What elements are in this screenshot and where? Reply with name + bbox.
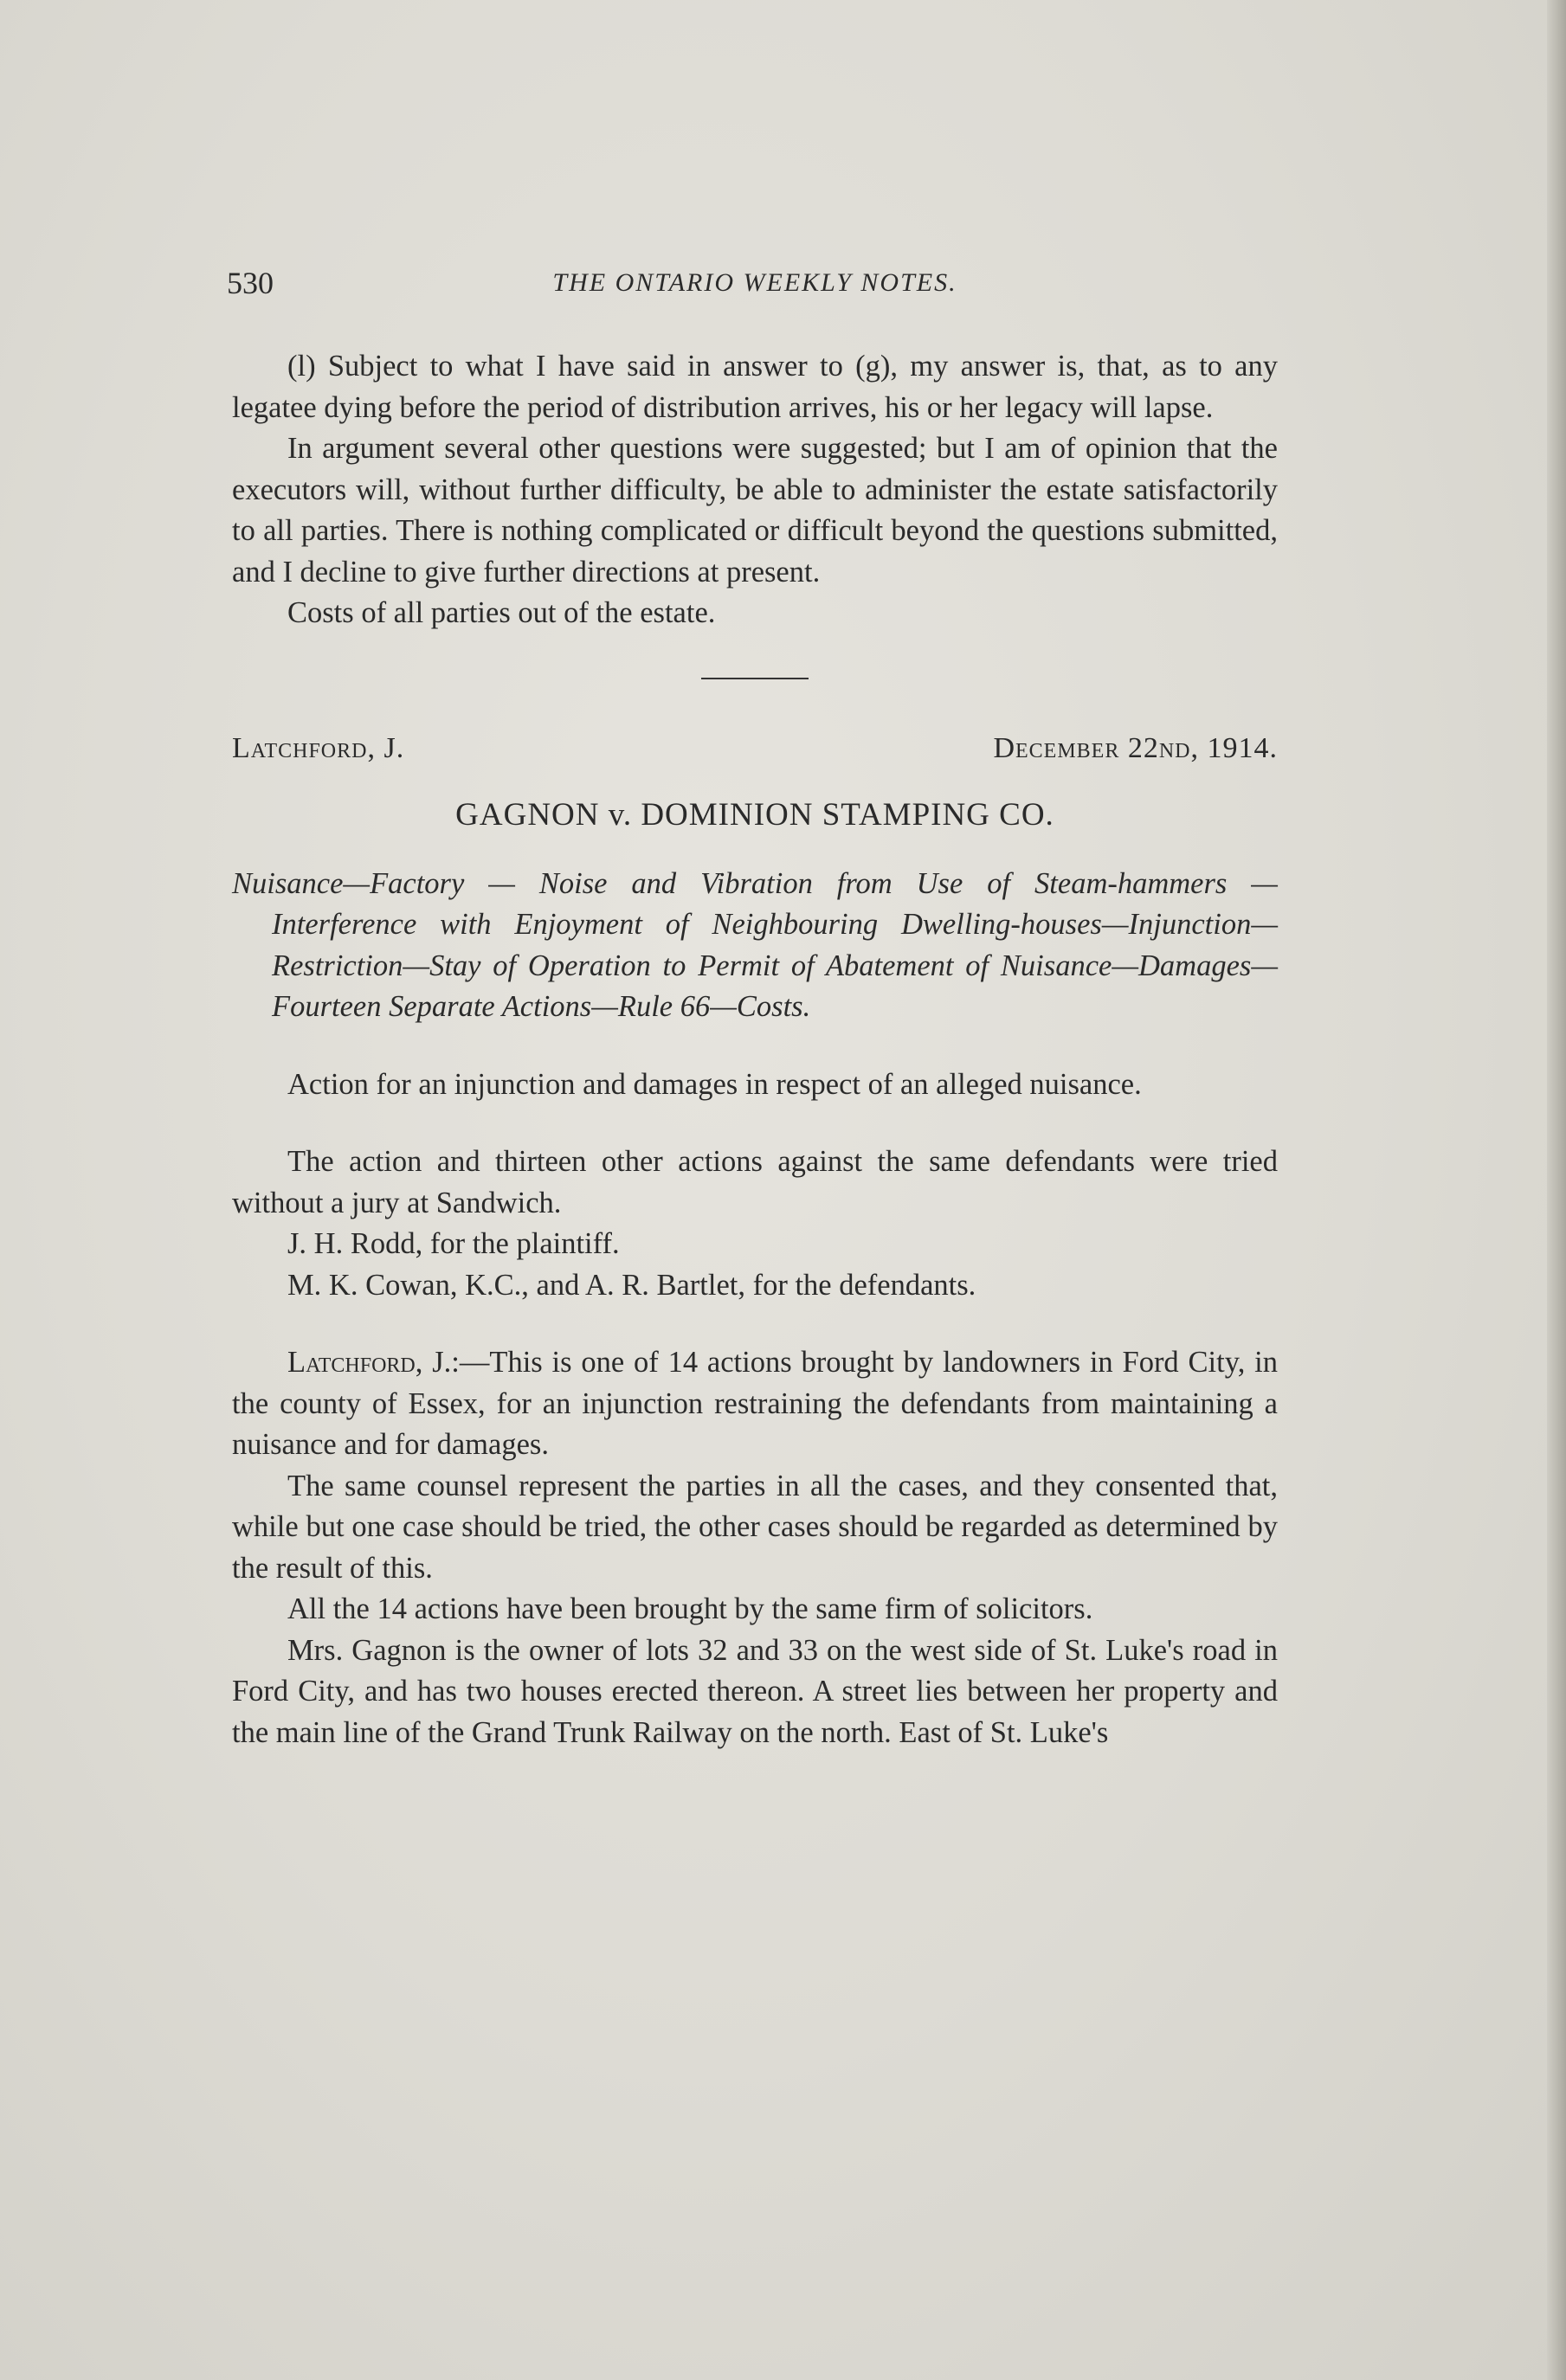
case-title: GAGNON v. DOMINION STAMPING CO. bbox=[455, 797, 1054, 833]
judgment-speaker: Latchford, J. bbox=[287, 1346, 452, 1379]
decision-date: December 22nd, 1914. bbox=[993, 731, 1278, 764]
judge-date-line bbox=[232, 728, 1278, 769]
judgment-paragraph: The same counsel represent the parties in all the cases, and they consented that, while but one case should be tried, the other cases should be regarded as determined by the result of this. bbox=[232, 1469, 1278, 1585]
spacer bbox=[232, 1306, 1278, 1342]
action-summary: Action for an injunction and damages in respect of an alleged nuisance. bbox=[287, 1067, 1142, 1101]
spacer bbox=[232, 1105, 1278, 1142]
paragraph: In argument several other questions were suggested; but I am of opinion that the executors will, without further difficulty, be able to administer the estate satisfactorily to all parties. There is nothing complicated or difficult beyond the questions submitted, and I decline to give further directions at present. bbox=[232, 432, 1278, 589]
counsel-plaintiff: J. H. Rodd, for the plaintiff. bbox=[287, 1227, 620, 1260]
counsel-defendants: M. K. Cowan, K.C., and A. R. Bartlet, for the defendants. bbox=[287, 1268, 976, 1302]
trial-info: The action and thirteen other actions against the same defendants were tried without a jury at Sandwich. bbox=[232, 1145, 1278, 1219]
journal-title: THE ONTARIO WEEKLY NOTES. bbox=[552, 268, 957, 297]
running-head bbox=[227, 265, 1283, 308]
page-edge bbox=[1547, 0, 1566, 2380]
judgment-paragraph bbox=[232, 1342, 1278, 1466]
judgment-text: :—This is one of 14 actions brought by landowners in Ford City, in the county of Essex, for an injunction restraining the defendants from maintaining a nuisance and for damages. bbox=[232, 1346, 1278, 1461]
page-number: 530 bbox=[227, 266, 274, 300]
judgment-paragraph: All the 14 actions have been brought by the same firm of solicitors. bbox=[287, 1592, 1093, 1625]
body-text bbox=[232, 346, 1278, 1753]
section-divider bbox=[701, 678, 809, 679]
judge-name: Latchford, J. bbox=[232, 731, 405, 764]
headnote: Nuisance—Factory — Noise and Vibration from Use of Steam-hammers — Interference with Enjoyment of Neighbouring Dwelling-houses—Injunction—Restriction—Stay of Operation to Permit of Abatement of Nuisance—Damages—Fourteen Separate Actions—Rule 66—Costs. bbox=[232, 866, 1278, 1023]
judgment-paragraph: Mrs. Gagnon is the owner of lots 32 and 33 on the west side of St. Luke's road in Ford City, and has two houses erected thereon. A street lies between her property and the main line of the Grand Trunk Railway on the north. East of St. Luke's bbox=[232, 1633, 1278, 1749]
paragraph: (l) Subject to what I have said in answer to (g), my answer is, that, as to any legatee dying before the period of distribution arrives, his or her legacy will lapse. bbox=[232, 350, 1278, 424]
paragraph: Costs of all parties out of the estate. bbox=[287, 596, 716, 629]
